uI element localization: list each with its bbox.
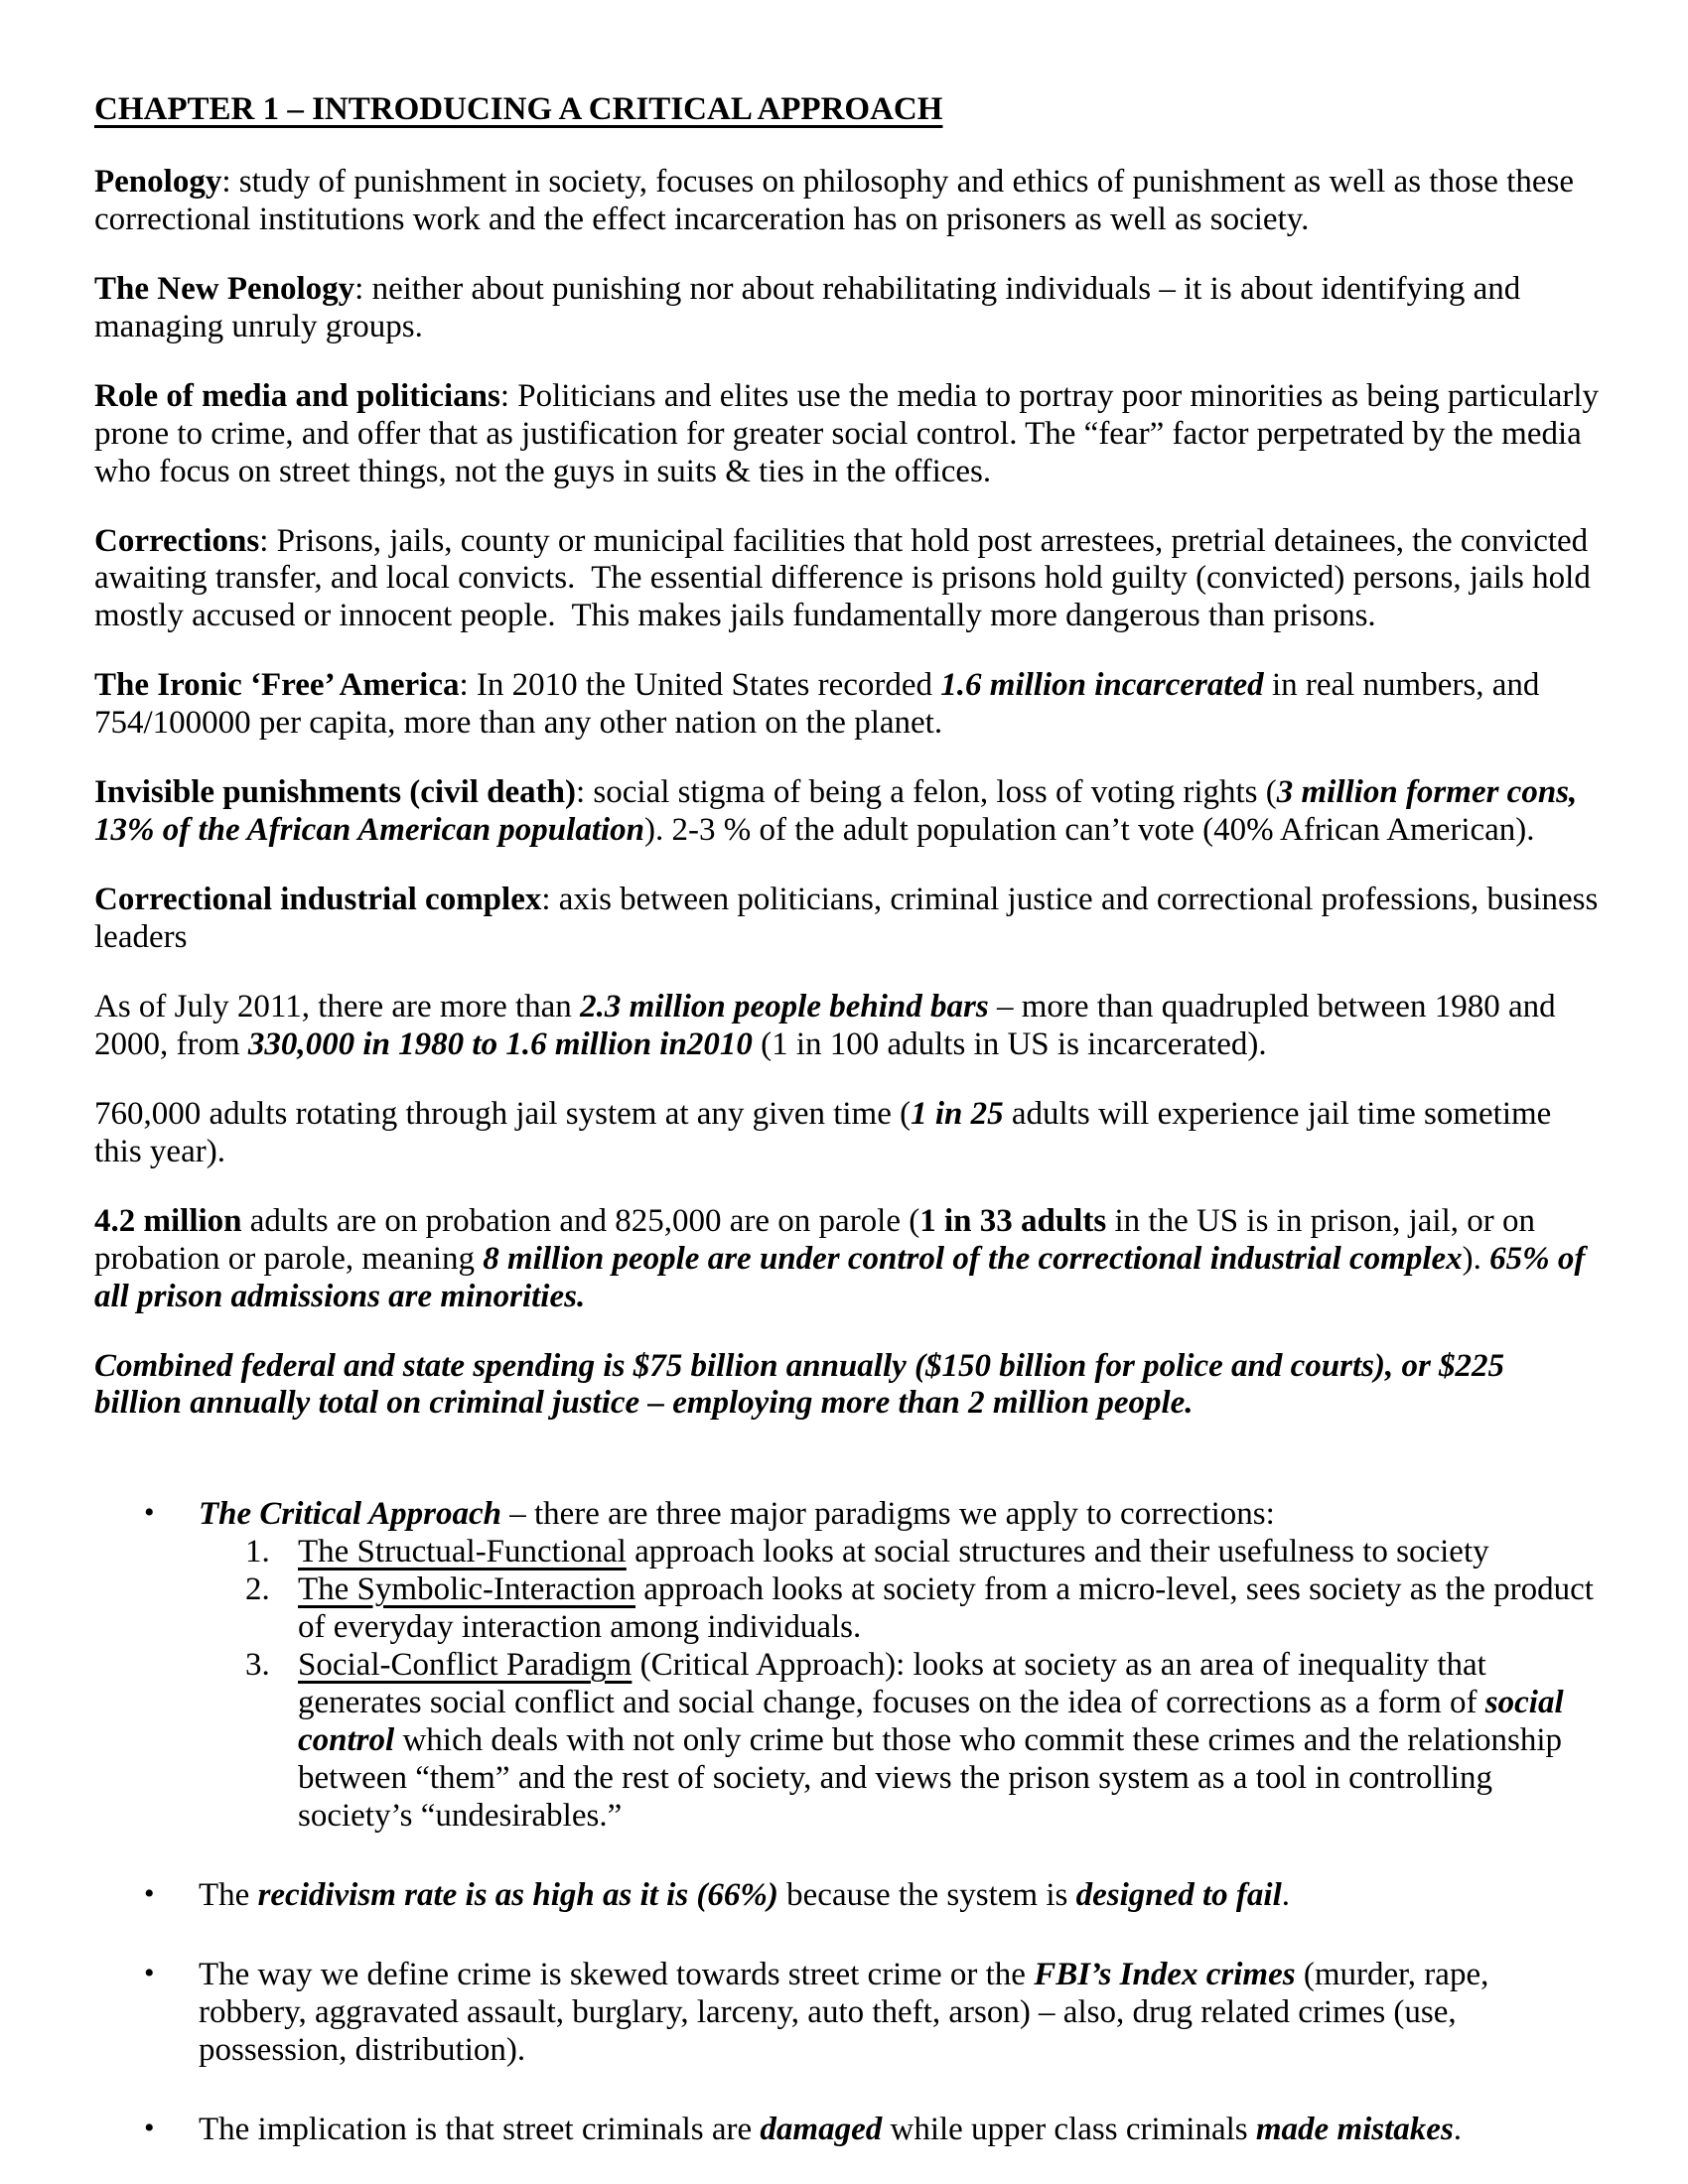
numbered-social-conflict (94, 1647, 1599, 1836)
para-role-of-media-text: Role of media and politicians: Politicians and elites use the media to portray poor minorities as being particularly prone to crime, and offer that as justification for greater social control. The “fear” factor perpetrated by the media who focus on street things, not the guys in suits & ties in the offices. (94, 377, 1608, 489)
para-correctional-industrial-complex (94, 882, 1607, 957)
document-blocks (94, 163, 1608, 2149)
para-4-2-million (94, 1203, 1599, 1316)
para-as-of-july-2011 (94, 989, 1599, 1064)
bullet-critical-approach (94, 1496, 1599, 1534)
bullet-icon: • (144, 2111, 155, 2144)
para-4-2-million-text: 4.2 million adults are on probation and 825,000 are on parole (1 in 33 adults in the US is in prison, jail, or on probation or parole, meaning 8 million people are under control of the correctional industrial complex). 65% of all prison admissions are minorities. (94, 1202, 1594, 1314)
para-penology-text: Penology: study of punishment in society, focuses on philosophy and ethics of punishment as well as those these correctional institutions work and the effect incarceration has on prisoners as well as society. (94, 163, 1583, 237)
list-number: 3. (245, 1647, 270, 1684)
numbered-structural-functional-text: The Structual-Functional approach looks at social structures and their usefulness to society (298, 1534, 1489, 1570)
para-combined-spending-text: Combined federal and state spending is $75 billion annually ($150 billion for police and courts), or $225 billion annually total on criminal justice – employing more than 2 million people. (94, 1347, 1513, 1422)
bullet-recidivism (94, 1877, 1599, 1915)
numbered-symbolic-interaction-text: The Symbolic-Interaction approach looks at society from a micro-level, sees society as the product of everyday interaction among individuals. (298, 1571, 1603, 1646)
list-number: 2. (245, 1571, 270, 1608)
para-invisible-punishments (94, 774, 1599, 850)
bullet-crime-definition-text: The way we define crime is skewed towards street crime or the FBI’s Index crimes (murder, rape, robbery, aggravated assault, burglary, larceny, auto theft, arson) – also, drug related crimes (use, possession, distribution). (199, 1956, 1497, 2068)
document-title-text: CHAPTER 1 – INTRODUCING A CRITICAL APPROACH (94, 91, 943, 127)
bullet-critical-approach-text: The Critical Approach – there are three major paradigms we apply to corrections: (199, 1496, 1275, 1533)
para-penology (94, 164, 1599, 239)
bullet-icon: • (144, 1496, 155, 1530)
numbered-symbolic-interaction (94, 1571, 1603, 1647)
document-title (94, 91, 1599, 129)
para-ironic-free-america-text: The Ironic ‘Free’ America: In 2010 the United States recorded 1.6 million incarcerated in real numbers, and 754/100000 per capita, more than any other nation on the planet. (94, 667, 1548, 742)
para-invisible-punishments-text: Invisible punishments (civil death): social stigma of being a felon, loss of voting rights (3 million former cons, 13% of the African American population). 2-3 % of the adult population can’t vote (40% African American). (94, 774, 1586, 849)
bullet-icon: • (144, 1876, 155, 1910)
para-760000-adults (94, 1096, 1599, 1171)
para-combined-spending (94, 1348, 1599, 1424)
para-as-of-july-2011-text: As of July 2011, there are more than 2.3 million people behind bars – more than quadrupled between 1980 and 2000, from 330,000 in 1980 to 1.6 million in2010 (1 in 100 adults in US is incarcerated). (94, 988, 1564, 1062)
bullet-implication-text: The implication is that street criminals are damaged while upper class criminals made mistakes. (199, 2111, 1463, 2147)
bullet-icon: • (144, 1956, 155, 1989)
para-role-of-media (94, 377, 1608, 491)
numbered-social-conflict-text: Social-Conflict Paradigm (Critical Approach): looks at society as an area of inequality that generates social conflict and social change, focuses on the idea of corrections as a form of social control which deals with not only crime but those who commit these crimes and the relationship between “them” and the rest of society, and views the prison system as a tool in controlling society’s “undesirables.” (298, 1647, 1572, 1834)
para-corrections (94, 523, 1599, 636)
list-number: 1. (245, 1534, 270, 1570)
para-correctional-industrial-complex-text: Correctional industrial complex: axis between politicians, criminal justice and correctional professions, business leaders (94, 882, 1607, 955)
bullet-recidivism-text: The recidivism rate is as high as it is (66%) because the system is designed to fail. (199, 1876, 1290, 1913)
para-new-penology-text: The New Penology: neither about punishing nor about rehabilitating individuals – it is about identifying and managing unruly groups. (94, 270, 1529, 344)
numbered-structural-functional (94, 1534, 1599, 1571)
para-new-penology (94, 271, 1599, 346)
para-ironic-free-america (94, 667, 1599, 743)
bullet-crime-definition (94, 1957, 1599, 2070)
para-corrections-text: Corrections: Prisons, jails, county or municipal facilities that hold post arrestees, pretrial detainees, the convicted awaiting transfer, and local convicts. The essential difference is prisons hold guilty (convicted) persons, jails hold mostly accused or innocent people. This makes jails fundamentally more dangerous than prisons. (94, 522, 1600, 634)
bullet-implication (94, 2112, 1599, 2149)
para-760000-adults-text: 760,000 adults rotating through jail system at any given time (1 in 25 adults will experience jail time sometime this year). (94, 1095, 1560, 1169)
